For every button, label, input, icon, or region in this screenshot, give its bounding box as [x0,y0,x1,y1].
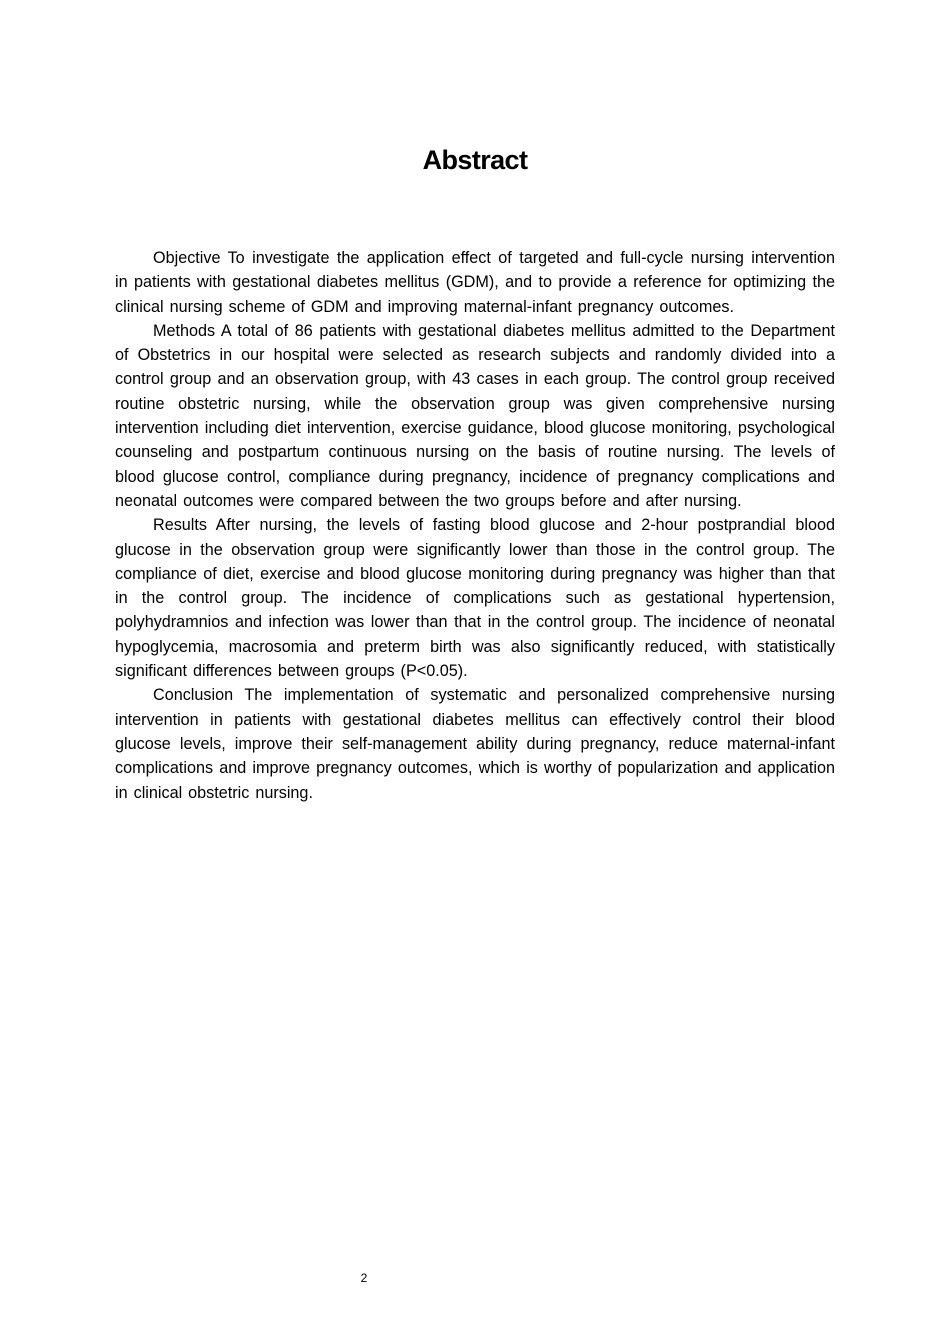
abstract-body [115,246,835,805]
results-paragraph: Results After nursing, the levels of fasting blood glucose and 2-hour postprandial blood glucose in the observation group were significantly lower than those in the control group. The compliance of diet, exercise and blood glucose monitoring during pregnancy was higher than that in the control group. The incidence of complications such as gestational hypertension, polyhydramnios and infection was lower than that in the control group. The incidence of neonatal hypoglycemia, macrosomia and preterm birth was also significantly reduced, with statistically significant differences between groups (P<0.05). [115,516,835,681]
page-number: 2 [360,1271,368,1285]
page-title: Abstract [422,145,528,175]
conclusion-paragraph: Conclusion The implementation of systematic and personalized comprehensive nursing intervention in patients with gestational diabetes mellitus can effectively control their blood glucose levels, improve their self-management ability during pregnancy, reduce maternal-infant complications and improve pregnancy outcomes, which is worthy of popularization and application in clinical obstetric nursing. [115,686,835,802]
objective-paragraph: Objective To investigate the application effect of targeted and full-cycle nursing intervention in patients with gestational diabetes mellitus (GDM), and to provide a reference for optimizing the clinical nursing scheme of GDM and improving maternal-infant pregnancy outcomes. [115,249,835,316]
methods-paragraph: Methods A total of 86 patients with gestational diabetes mellitus admitted to the Department of Obstetrics in our hospital were selected as research subjects and randomly divided into a control group and an observation group, with 43 cases in each group. The control group received routine obstetric nursing, while the observation group was given comprehensive nursing intervention including diet intervention, exercise guidance, blood glucose monitoring, psychological counseling and postpartum continuous nursing on the basis of routine nursing. The levels of blood glucose control, compliance during pregnancy, incidence of pregnancy complications and neonatal outcomes were compared between the two groups before and after nursing. [115,321,835,510]
